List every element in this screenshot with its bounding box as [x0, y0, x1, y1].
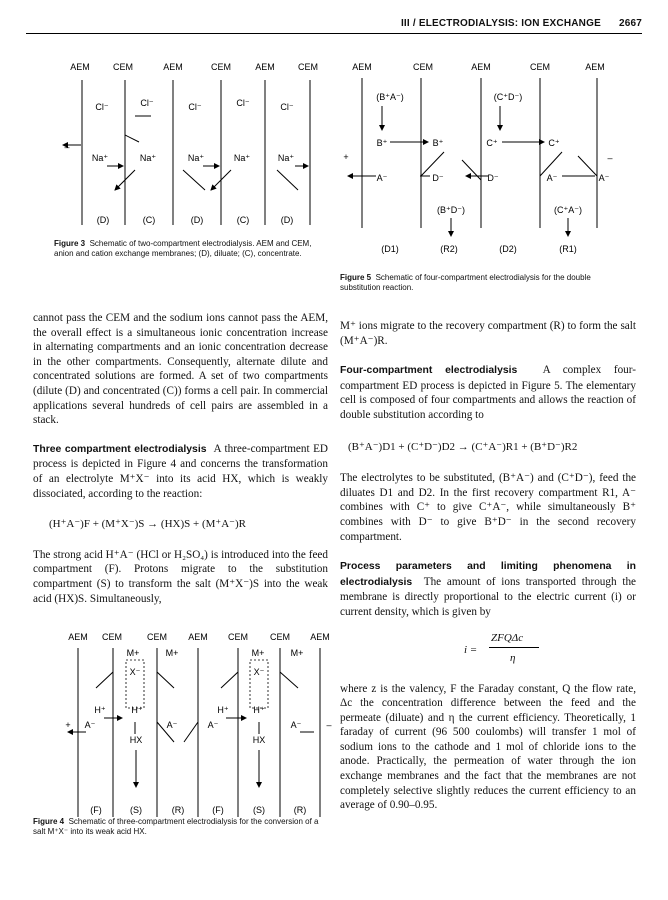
fig5-cation: C⁺	[548, 138, 560, 148]
fig5-membrane-label: AEM	[585, 62, 605, 72]
fig4-proton: H⁺	[94, 705, 106, 715]
fig3-compartment: (C)	[236, 215, 250, 225]
fig3-cation: Na⁺	[277, 153, 295, 163]
running-title: III / ELECTRODIALYSIS: ION EXCHANGE	[400, 18, 601, 29]
fig4-compartment: (F)	[212, 805, 224, 815]
right-para-5: where z is the valency, F the Faraday constant, Q the flow rate, Δc the concentration difference between the feed and the permeate (diluate) and η the current efficiency. Theoretically, 1 faraday of current (96 500 coulombs) will transfer 1 mol of sodium ions to the cathode and 1 mol of chloride ions to the anode. Practically, the permeation of water through the ion exchange membranes and the fact that the membranes are not completely selective slightly reduces the current efficiency to an average of 0.90–0.95.	[340, 682, 636, 812]
fig4-compartment: (S)	[253, 805, 265, 815]
fig5-membrane-label: CEM	[530, 62, 550, 72]
fig3-cation: Na⁺	[139, 153, 157, 163]
fig4-cation: M+	[290, 648, 304, 658]
fig3-anion: Cl⁻	[236, 98, 250, 108]
fig4-anion-a: A⁻	[166, 720, 178, 730]
left-para-3: The strong acid H⁺A⁻ (HCl or H₂SO₄) is introduced into the feed compartment (F). Protons migrate to the substitution compartment (S) to transform the salt (M⁺X⁻)S into the weak acid (HX)S. Simultaneously,	[33, 548, 328, 605]
fig4-compartment: (F)	[90, 805, 102, 815]
current-eq-denominator: η	[510, 651, 516, 664]
fig4-membrane-label: CEM	[228, 632, 248, 642]
fig3-membrane-label: CEM	[298, 62, 318, 72]
heading-three-compartment: Three compartment electrodialysis	[33, 443, 207, 455]
fig3-anion: Cl⁻	[188, 102, 202, 112]
current-eq-lhs: i =	[464, 643, 478, 656]
figure3-diagram	[55, 60, 325, 230]
fig3-compartment: (D)	[280, 215, 294, 225]
fig3-anion: Cl⁻	[280, 102, 294, 112]
figure4-caption-text: Schematic of three-compartment electrodialysis for the conversion of a salt M⁺X⁻ into its weak acid HX.	[33, 817, 319, 836]
fig3-electrode-minus: –	[64, 142, 70, 152]
fig3-anion: Cl⁻	[95, 102, 109, 112]
figure4-diagram	[60, 632, 335, 822]
fig4-anion-a: A⁻	[290, 720, 302, 730]
fig5-cation: B⁺	[432, 138, 444, 148]
fig3-compartment: (C)	[142, 215, 156, 225]
figure4-caption	[33, 817, 328, 837]
fig4-proton: H⁺	[253, 705, 265, 715]
figure5-caption-label: Figure 5	[340, 273, 372, 282]
fig5-electrode-minus: –	[607, 153, 613, 163]
fig4-anion-x: X⁻	[129, 667, 141, 677]
fig5-membrane-label: AEM	[352, 62, 372, 72]
fig3-arrow	[125, 115, 139, 142]
fig5-compartment: (D2)	[499, 244, 517, 254]
fig4-anion-x: X⁻	[253, 667, 265, 677]
fraction-bar	[489, 647, 539, 648]
fig4-compartment: (R)	[293, 805, 307, 815]
fig5-anion: D⁻	[432, 173, 444, 183]
current-eq-numerator: ZFQΔc	[491, 631, 524, 644]
page-number: 2667	[618, 18, 642, 29]
heading-four-compartment: Four-compartment electrodialysis	[340, 365, 518, 377]
figure3-caption-label: Figure 3	[54, 239, 86, 248]
left-para-2: A three-compartment ED process is depicted in Figure 4 and concerns the transformation of an electrolyte M⁺X⁻ into its acid HX, which is weakly dissociated, according to the reaction:	[33, 442, 329, 500]
fig4-membrane-label: AEM	[188, 632, 208, 642]
fig4-electrode-minus: –	[326, 720, 332, 730]
fig5-electrode-plus: +	[343, 152, 349, 162]
fig3-compartment: (D)	[190, 215, 204, 225]
right-column	[340, 319, 636, 813]
figure5-caption-text: Schematic of four-compartment electrodialysis for the double substitution reaction.	[340, 273, 591, 292]
fig4-membrane-label: CEM	[147, 632, 167, 642]
equation-1: (H⁺A⁻)F + (M⁺X⁻)S → (HX)S + (M⁺A⁻)R	[49, 518, 246, 531]
fig3-membrane-label: AEM	[255, 62, 275, 72]
fig3-membrane-label: CEM	[113, 62, 133, 72]
fig3-cation: Na⁺	[233, 153, 251, 163]
fig5-compartment: (R2)	[440, 244, 458, 254]
fig5-anion: A⁻	[598, 173, 610, 183]
fig4-membrane-label: AEM	[310, 632, 330, 642]
right-para-1: M⁺ ions migrate to the recovery compartment (R) to form the salt (M⁺A⁻)R.	[340, 320, 636, 347]
fig4-electrode-plus: +	[65, 720, 71, 730]
figure3-caption	[54, 239, 330, 259]
figure3-caption-text: Schematic of two-compartment electrodialysis. AEM and CEM, anion and cation exchange membranes; (D), diluate; (C), concentrate.	[54, 239, 312, 258]
fig4-membrane-label: AEM	[68, 632, 88, 642]
fig5-feed-salt: (B⁺A⁻)	[376, 92, 404, 102]
fig3-membrane-label: AEM	[70, 62, 90, 72]
right-para-4: The amount of ions transported through the membrane is directly proportional to the electric current (i) or current density, which is given by	[340, 575, 637, 618]
fig5-product-salt: (C⁺A⁻)	[554, 205, 582, 215]
fig4-membrane-label: CEM	[270, 632, 290, 642]
figure4-caption-label: Figure 4	[33, 817, 65, 826]
fig3-cation: Na⁺	[187, 153, 205, 163]
fig3-membrane-label: CEM	[211, 62, 231, 72]
fig5-cation: C⁺	[486, 138, 498, 148]
fig3-compartment: (D)	[96, 215, 110, 225]
figure5-caption	[340, 273, 625, 293]
fig4-compartment: (S)	[130, 805, 142, 815]
fig5-product-salt: (B⁺D⁻)	[437, 205, 465, 215]
fig4-anion-a: A⁻	[207, 720, 219, 730]
heading-process-parameters: Process parameters and limiting phenomena in electrodialysis	[340, 561, 636, 588]
fig4-acid: HX	[252, 735, 266, 745]
running-header	[401, 18, 642, 29]
fig4-cation: M+	[165, 648, 179, 658]
fig4-proton: H⁺	[131, 705, 143, 715]
fig5-anion: D⁻	[487, 173, 499, 183]
fig4-anion-a: A⁻	[84, 720, 96, 730]
fig5-compartment: (D1)	[381, 244, 399, 254]
fig3-cation: Na⁺	[91, 153, 109, 163]
fig3-membrane-label: AEM	[163, 62, 183, 72]
fig5-cation: B⁺	[376, 138, 388, 148]
left-column	[33, 311, 328, 606]
fig5-membrane-label: CEM	[413, 62, 433, 72]
fig3-anion: Cl⁻	[140, 98, 154, 108]
fig5-anion: A⁻	[376, 173, 388, 183]
left-para-1: cannot pass the CEM and the sodium ions cannot pass the AEM, the overall effect is a simultaneous ionic concentration increase in alternating compartments and an ionic concentration decrease in the other compartments. Consequently, alternate dilute and concentrated solutions are formed. A set of two compartments (dilute (D) and concentrated (C)) forms a cell pair. In commercial applications several hundreds of cell pairs are assembled in a stack.	[33, 312, 328, 427]
figure5-diagram	[340, 60, 620, 260]
fig5-compartment: (R1)	[559, 244, 577, 254]
fig4-acid: HX	[129, 735, 143, 745]
fig5-anion: A⁻	[546, 173, 558, 183]
fig4-compartment: (R)	[171, 805, 185, 815]
fig4-proton: H⁺	[217, 705, 229, 715]
fig5-membrane-label: AEM	[471, 62, 491, 72]
header-rule	[26, 33, 642, 34]
fig4-cation: M+	[126, 648, 140, 658]
current-equation	[340, 620, 636, 682]
fig5-feed-salt: (C⁺D⁻)	[493, 92, 523, 102]
right-para-2: A complex four-compartment ED process is depicted in Figure 5. The elementary cell is composed of four compartments and allows the reaction of double substitution according to	[340, 364, 637, 421]
fig4-cation: M+	[251, 648, 265, 658]
right-para-3: The electrolytes to be substituted, (B⁺A⁻) and (C⁺D⁻), feed the diluates D1 and D2. In the first recovery compartment R1, A⁻ combines with C⁺ to give C⁺A⁻, while simultaneously B⁺ combines with D⁻ to give B⁺D⁻ in the second recovery compartment.	[340, 472, 636, 543]
fig4-membrane-label: CEM	[102, 632, 122, 642]
equation-2: (B⁺A⁻)D1 + (C⁺D⁻)D2 → (C⁺A⁻)R1 + (B⁺D⁻)R2	[348, 440, 578, 453]
